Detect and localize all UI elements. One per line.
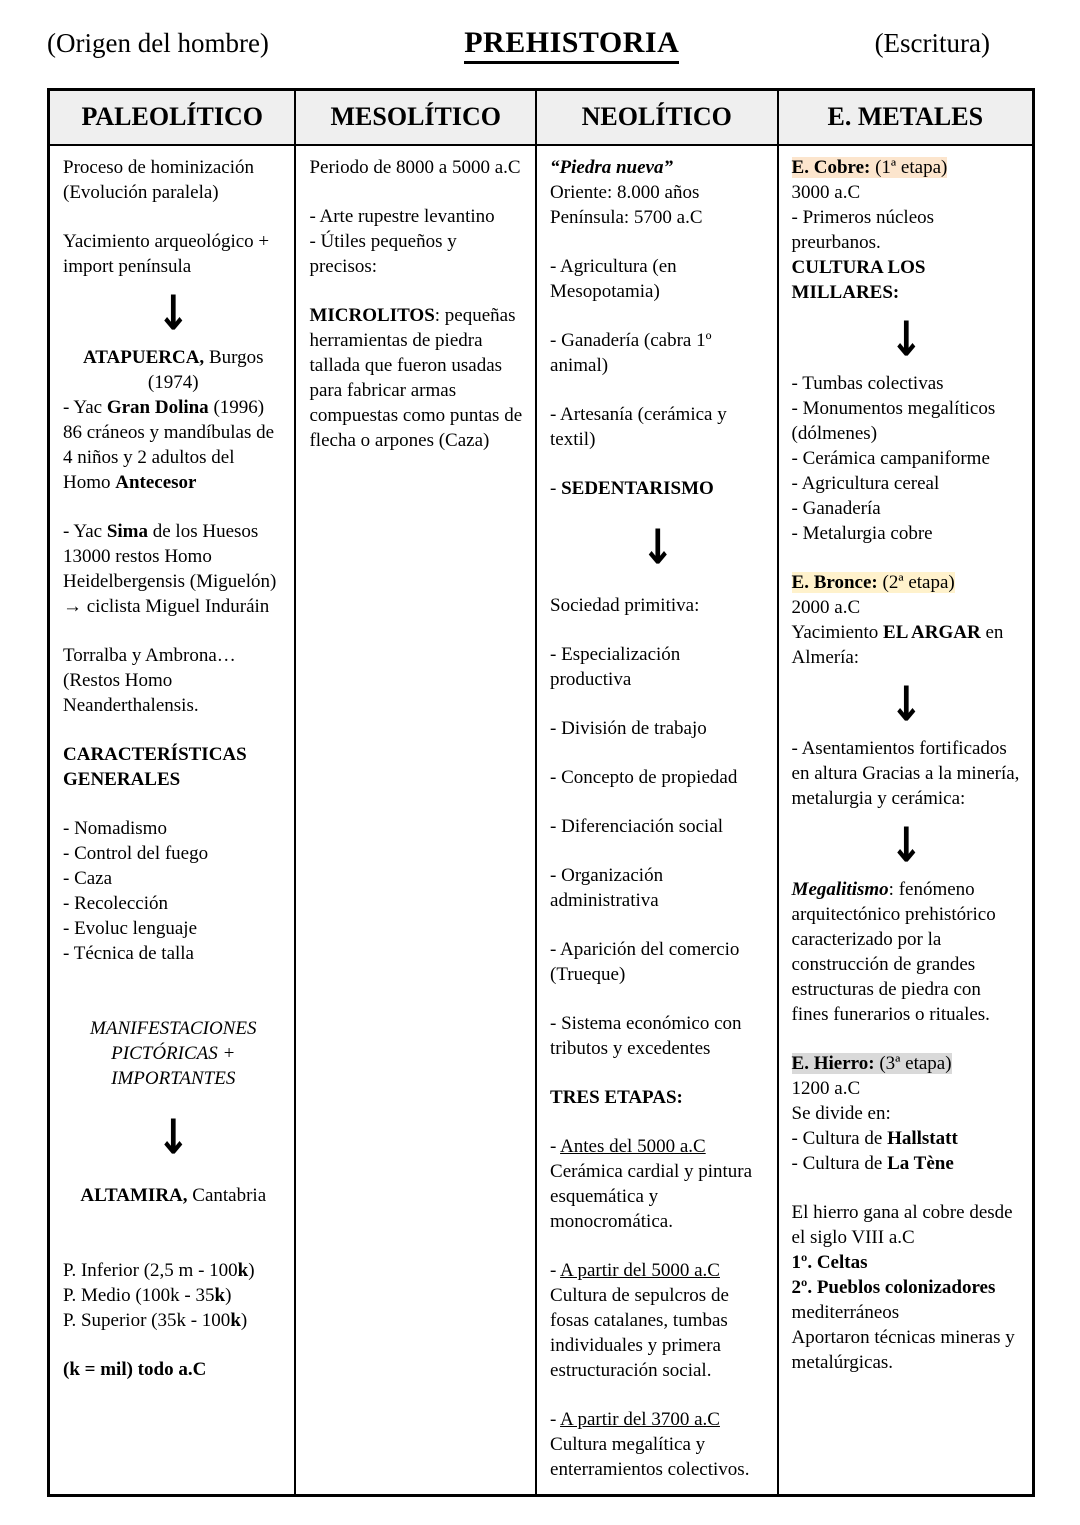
text-segment: Antes del 5000 a.C [560, 1136, 706, 1157]
text-block [63, 742, 283, 792]
text-block [550, 1432, 766, 1482]
text-block [792, 155, 1021, 180]
text-block [550, 1085, 766, 1110]
text-block [550, 1011, 766, 1061]
text-segment: (k = mil) todo a.C [63, 1359, 207, 1380]
text-segment: - Agricultura (en Mesopotamia) [550, 256, 677, 302]
text-block [792, 471, 1021, 496]
text-segment: ATAPUERCA, [82, 347, 205, 368]
text-segment: EL ARGAR [883, 622, 981, 643]
text-block [792, 1076, 1021, 1101]
text-segment: Cultura megalítica y enterramientos colectivos. [550, 1434, 750, 1480]
text-block [63, 519, 283, 544]
text-segment: Sociedad primitiva: [550, 595, 700, 616]
text-segment: Proceso de hominización (Evolución paralela) [63, 157, 255, 203]
text-block [550, 1283, 766, 1383]
text-segment: ) [248, 1260, 255, 1281]
down-arrow-icon: ↓ [889, 312, 924, 368]
text-segment: 1200 a.C [791, 1078, 861, 1099]
text-block [63, 1357, 283, 1382]
text-segment: k [214, 1285, 226, 1306]
text-segment: - Metalurgia cobre [791, 523, 933, 544]
text-block [792, 496, 1021, 521]
text-block [792, 446, 1021, 471]
header-left-label: (Origen del hombre) [47, 28, 269, 58]
text-segment: en Almería: [791, 622, 1004, 668]
text-block [550, 937, 766, 987]
text-block [792, 521, 1021, 546]
text-segment: - Yac [63, 521, 107, 542]
text-block [550, 1134, 766, 1159]
text-block [309, 303, 524, 453]
text-block [792, 1151, 1021, 1176]
text-segment: ALTAMIRA, [80, 1185, 188, 1206]
text-block [63, 155, 283, 205]
text-segment: (3ª etapa) [874, 1053, 952, 1074]
text-segment: El hierro gana al cobre desde el siglo VIII a.C [791, 1202, 1013, 1248]
text-segment: 2000 a.C [791, 597, 861, 618]
text-segment: Aportaron técnicas mineras y metalúrgicas. [791, 1327, 1015, 1373]
text-segment: - Aparición del comercio (Trueque) [550, 939, 740, 985]
text-block [792, 1101, 1021, 1126]
text-block [63, 420, 283, 495]
text-segment: de los Huesos [148, 521, 259, 542]
text-segment: - Ganadería (cabra 1º animal) [550, 330, 712, 376]
text-block [63, 816, 283, 841]
text-segment: - Útiles pequeños y precisos: [309, 231, 457, 277]
column-header-paleolitico: PALEOLÍTICO [50, 91, 296, 146]
text-segment: 86 cráneos y mandíbulas de 4 niños y 2 adultos del Homo [63, 422, 275, 493]
text-segment: (1974) [147, 372, 199, 393]
text-block [550, 814, 766, 839]
column-header-mesolitico: MESOLÍTICO [296, 91, 537, 146]
text-segment: “Piedra nueva” [550, 157, 673, 178]
text-segment: - [550, 1260, 561, 1281]
text-segment: Se divide en: [791, 1103, 891, 1124]
text-segment: Oriente: 8.000 años [550, 182, 700, 203]
text-block [550, 863, 766, 913]
text-block [550, 593, 766, 618]
text-segment: k [237, 1260, 249, 1281]
text-block [792, 1325, 1021, 1375]
text-segment: Cultura de sepulcros de fosas catalanes, tumbas individuales y primera estructuración social. [550, 1285, 729, 1381]
text-block [792, 595, 1021, 620]
text-segment: 2º. Pueblos colonizadores [791, 1277, 996, 1298]
text-segment: : fenómeno arquitectónico prehistórico caracterizado por la construcción de grandes estructuras de piedra con fines funerarios o rituales. [791, 879, 996, 1025]
text-block [550, 765, 766, 790]
text-segment: MANIFESTACIONES PICTÓRICAS + IMPORTANTES [90, 1018, 257, 1089]
text-segment: - Arte rupestre levantino [309, 206, 495, 227]
text-segment: - Asentamientos fortificados en altura Gracias a la minería, metalurgia y cerámica: [791, 738, 1020, 809]
text-segment: 13000 restos Homo Heidelbergensis (Miguelón) → ciclista Miguel Induráin [63, 546, 277, 617]
text-segment: Cerámica cardial y pintura esquemática y monocromática. [550, 1161, 753, 1232]
text-segment: P. Medio (100k - 35 [63, 1285, 215, 1306]
down-arrow-icon: ↓ [889, 677, 924, 733]
text-block [792, 620, 1021, 670]
text-segment: - [550, 1136, 561, 1157]
text-segment: A partir del 5000 a.C [560, 1260, 720, 1281]
text-block [63, 866, 283, 891]
text-block [550, 155, 766, 180]
text-segment: - Artesanía (cerámica y textil) [550, 404, 727, 450]
text-block [550, 642, 766, 692]
text-segment: - Monumentos megalíticos (dólmenes) [791, 398, 996, 444]
text-segment: Península: 5700 a.C [550, 207, 703, 228]
text-segment: - Ganadería [791, 498, 881, 519]
text-segment: - Tumbas colectivas [791, 373, 944, 394]
text-block [63, 841, 283, 866]
text-segment: P. Inferior (2,5 m - 100 [63, 1260, 238, 1281]
text-segment: A partir del 3700 a.C [560, 1409, 720, 1430]
text-segment: k [230, 1310, 241, 1331]
text-segment: CULTURA LOS MILLARES: [791, 257, 926, 303]
text-segment: E. Bronce: [791, 572, 878, 593]
down-arrow-icon: ↓ [156, 1110, 190, 1166]
text-block [63, 1308, 283, 1333]
text-block [309, 204, 524, 229]
text-segment: ) [225, 1285, 232, 1306]
text-segment: E. Hierro: [791, 1053, 875, 1074]
text-segment: SEDENTARISMO [561, 478, 714, 499]
down-arrow-icon: ↓ [889, 818, 924, 874]
text-block [792, 736, 1021, 811]
text-segment: - Recolección [63, 893, 168, 914]
text-block [550, 1407, 766, 1432]
text-segment: - Técnica de talla [63, 943, 194, 964]
text-segment: Hallstatt [887, 1128, 958, 1149]
header-right-label: (Escritura) [874, 28, 990, 58]
text-block [309, 155, 524, 180]
text-block [792, 1250, 1021, 1275]
text-segment: - División de trabajo [550, 718, 707, 739]
text-segment: Sima [106, 521, 148, 542]
text-block [792, 180, 1021, 205]
table-body [50, 146, 1032, 1494]
page-title: PREHISTORIA [464, 26, 679, 64]
text-segment: - Primeros núcleos preurbanos. [791, 207, 935, 253]
text-segment: - Cerámica campaniforme [791, 448, 990, 469]
text-block [63, 1016, 283, 1091]
text-block [550, 716, 766, 741]
text-segment: Cantabria [187, 1185, 267, 1206]
text-block [792, 570, 1021, 595]
text-segment: Yacimiento [791, 622, 884, 643]
text-segment: - Control del fuego [63, 843, 209, 864]
text-segment: (2ª etapa) [877, 572, 955, 593]
text-block [550, 476, 766, 501]
text-segment: Torralba y Ambrona… (Restos Homo Neanderthalensis. [63, 645, 236, 716]
text-block [550, 180, 766, 205]
text-block [63, 941, 283, 966]
text-segment: - Concepto de propiedad [550, 767, 738, 788]
text-segment: CARACTERÍSTICAS GENERALES [63, 744, 247, 790]
text-segment: mediterráneos [791, 1302, 900, 1323]
column-header-metales: E. METALES [779, 91, 1032, 146]
text-segment: - Caza [63, 868, 113, 889]
column-header-neolitico: NEOLÍTICO [537, 91, 779, 146]
text-block [550, 328, 766, 378]
text-segment: - Organización administrativa [550, 865, 664, 911]
text-block [792, 255, 1021, 305]
text-segment: - Agricultura cereal [791, 473, 940, 494]
text-block [792, 877, 1021, 1027]
text-segment: Antecesor [115, 472, 197, 493]
text-segment: - Nomadismo [63, 818, 167, 839]
text-segment: Yacimiento arqueológico + import península [63, 231, 270, 277]
column-paleolitico [50, 146, 296, 1494]
text-block [792, 1200, 1021, 1250]
text-segment: - Yac [63, 397, 107, 418]
text-segment: 1º. Celtas [791, 1252, 868, 1273]
text-block [63, 544, 283, 619]
column-mesolitico [296, 146, 537, 1494]
text-block [63, 229, 283, 279]
text-segment: - [550, 1409, 561, 1430]
text-segment: La Tène [887, 1153, 954, 1174]
text-block [63, 370, 283, 395]
text-segment: P. Superior (35k - 100 [63, 1310, 231, 1331]
text-block [792, 205, 1021, 255]
column-neolitico [537, 146, 779, 1494]
text-block [63, 1283, 283, 1308]
text-segment: - Cultura de [791, 1128, 888, 1149]
text-segment: ) [240, 1310, 248, 1331]
page-header [0, 26, 1080, 64]
column-metales [779, 146, 1032, 1494]
text-block [63, 916, 283, 941]
text-segment: (1ª etapa) [870, 157, 948, 178]
text-block [792, 1275, 1021, 1325]
text-block [792, 396, 1021, 446]
text-segment: - Evoluc lenguaje [63, 918, 198, 939]
prehistoria-table [47, 88, 1035, 1497]
text-block [550, 1159, 766, 1234]
text-segment: TRES ETAPAS: [550, 1087, 683, 1108]
text-block [63, 1258, 283, 1283]
text-block [309, 229, 524, 279]
text-segment: - Especialización productiva [550, 644, 681, 690]
text-segment: Periodo de 8000 a 5000 a.C [309, 157, 521, 178]
text-segment: - Cultura de [791, 1153, 888, 1174]
text-block [792, 371, 1021, 396]
text-segment: (1996) [208, 397, 265, 418]
text-block [63, 643, 283, 718]
text-block [63, 1183, 283, 1208]
text-segment: - Sistema económico con tributos y excedentes [550, 1013, 742, 1059]
text-segment: Burgos [204, 347, 264, 368]
text-block [63, 395, 283, 420]
table-header-row [50, 91, 1032, 146]
text-block [63, 345, 283, 370]
down-arrow-icon: ↓ [641, 520, 675, 576]
text-block [792, 1051, 1021, 1076]
text-segment: : pequeñas herramientas de piedra tallada que fueron usadas para fabricar armas compuestas como puntas de flecha o arpones (Caza) [309, 305, 523, 451]
text-block [550, 402, 766, 452]
text-segment: MICROLITOS [309, 305, 435, 326]
text-block [550, 1258, 766, 1283]
text-segment: E. Cobre: [791, 157, 871, 178]
text-block [63, 891, 283, 916]
text-segment: 3000 a.C [791, 182, 861, 203]
text-block [550, 205, 766, 230]
text-segment: Megalitismo [791, 879, 889, 900]
text-segment: - Diferenciación social [550, 816, 724, 837]
text-block [792, 1126, 1021, 1151]
text-segment: - [550, 478, 562, 499]
down-arrow-icon: ↓ [156, 286, 190, 342]
text-segment: Gran Dolina [106, 397, 209, 418]
text-block [550, 254, 766, 304]
